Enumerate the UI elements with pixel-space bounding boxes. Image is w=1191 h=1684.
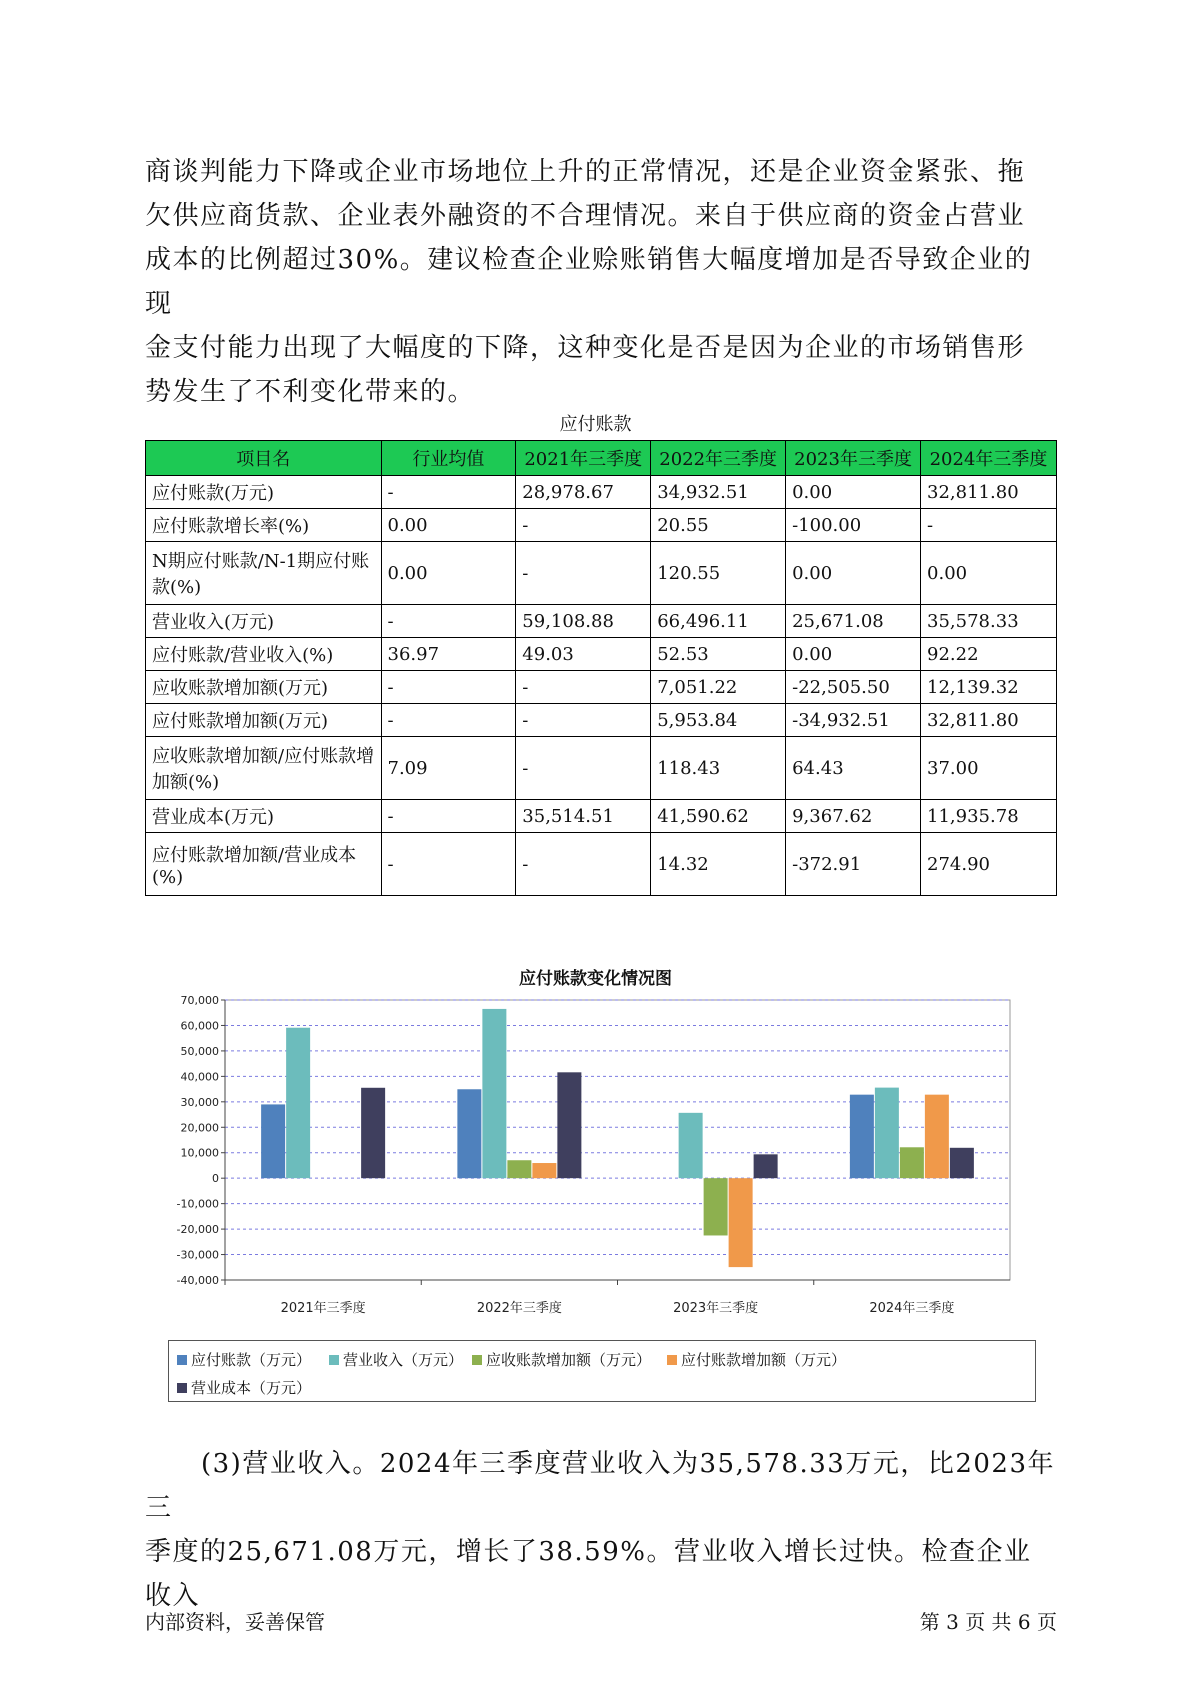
bar xyxy=(875,1088,899,1179)
table-cell: - xyxy=(516,833,651,896)
table-cell: 41,590.62 xyxy=(651,800,786,833)
table-cell: 37.00 xyxy=(921,737,1057,800)
table-cell: 32,811.80 xyxy=(921,704,1057,737)
table-cell: 应收账款增加额/应付账款增加额(%) xyxy=(146,737,382,800)
table-header-row xyxy=(146,441,1057,476)
table-cell: 14.32 xyxy=(651,833,786,896)
table-cell: - xyxy=(516,542,651,605)
table-cell: 25,671.08 xyxy=(786,605,921,638)
table-cell: 35,578.33 xyxy=(921,605,1057,638)
y-tick-label: -10,000 xyxy=(176,1197,219,1211)
footer-left: 内部资料，妥善保管 xyxy=(145,1610,325,1634)
bar xyxy=(482,1009,506,1178)
table-cell: - xyxy=(381,476,516,509)
table-cell: - xyxy=(381,605,516,638)
table-cell: 59,108.88 xyxy=(516,605,651,638)
header-cell: 2022年三季度 xyxy=(651,441,786,476)
bar xyxy=(754,1154,778,1178)
bar xyxy=(729,1178,753,1267)
table-cell: 应收账款增加额(万元) xyxy=(146,671,382,704)
legend-swatch xyxy=(472,1355,482,1365)
legend-item xyxy=(667,1349,846,1370)
table-cell: 0.00 xyxy=(381,542,516,605)
bar xyxy=(532,1163,556,1178)
revenue-paragraph xyxy=(145,1442,1057,1618)
legend-label: 营业收入（万元） xyxy=(343,1351,464,1369)
y-tick-label: 10,000 xyxy=(180,1146,219,1160)
paragraph-line: 商谈判能力下降或企业市场地位上升的正常情况，还是企业资金紧张、拖 xyxy=(145,157,1026,187)
paragraph-line: (3)营业收入。2024年三季度营业收入为35,578.33万元，比2023年三 xyxy=(145,1449,1055,1523)
table-cell: - xyxy=(516,704,651,737)
y-tick-label: -30,000 xyxy=(176,1248,219,1262)
x-tick-label: 2021年三季度 xyxy=(280,1301,366,1316)
x-tick-label: 2022年三季度 xyxy=(476,1301,562,1316)
table-cell: 7.09 xyxy=(381,737,516,800)
payables-table xyxy=(145,440,1057,896)
legend-item xyxy=(472,1349,651,1370)
y-tick-label: 50,000 xyxy=(180,1044,219,1058)
header-cell: 2023年三季度 xyxy=(786,441,921,476)
header-cell: 项目名 xyxy=(146,441,382,476)
bar xyxy=(850,1095,874,1179)
y-tick-label: -40,000 xyxy=(176,1274,219,1287)
bar xyxy=(679,1113,703,1178)
table-cell: 0.00 xyxy=(786,542,921,605)
table-cell: 0.00 xyxy=(921,542,1057,605)
paragraph-line: 欠供应商货款、企业表外融资的不合理情况。来自于供应商的资金占营业 xyxy=(145,201,1026,231)
header-cell: 2021年三季度 xyxy=(516,441,651,476)
table-cell: 11,935.78 xyxy=(921,800,1057,833)
paragraph-line: 成本的比例超过30%。建议检查企业赊账销售大幅度增加是否导致企业的现 xyxy=(145,245,1033,319)
y-tick-label: 70,000 xyxy=(180,994,219,1007)
table-cell: - xyxy=(381,671,516,704)
table-cell: 0.00 xyxy=(381,509,516,542)
y-tick-label: 40,000 xyxy=(180,1070,219,1084)
table-cell: - xyxy=(516,509,651,542)
table-row xyxy=(146,605,1057,638)
legend-swatch xyxy=(667,1355,677,1365)
table-cell: 34,932.51 xyxy=(651,476,786,509)
table-cell: - xyxy=(381,833,516,896)
table-cell: - xyxy=(381,704,516,737)
table-cell: 66,496.11 xyxy=(651,605,786,638)
table-cell: 28,978.67 xyxy=(516,476,651,509)
bar xyxy=(704,1178,728,1235)
table-cell: 52.53 xyxy=(651,638,786,671)
x-tick-label: 2023年三季度 xyxy=(673,1301,759,1316)
bar xyxy=(261,1104,285,1178)
table-cell: 118.43 xyxy=(651,737,786,800)
table-cell: 5,953.84 xyxy=(651,704,786,737)
bar xyxy=(950,1148,974,1178)
table-row xyxy=(146,800,1057,833)
intro-paragraph xyxy=(145,150,1057,414)
table-cell: 7,051.22 xyxy=(651,671,786,704)
footer-page-number: 第 3 页 共 6 页 xyxy=(919,1610,1057,1634)
table-cell: 274.90 xyxy=(921,833,1057,896)
legend-swatch xyxy=(177,1383,187,1393)
table-row xyxy=(146,671,1057,704)
table-cell: -372.91 xyxy=(786,833,921,896)
table-row xyxy=(146,704,1057,737)
table-cell: 32,811.80 xyxy=(921,476,1057,509)
table-cell: 应付账款增加额(万元) xyxy=(146,704,382,737)
table-cell: -22,505.50 xyxy=(786,671,921,704)
table-cell: 120.55 xyxy=(651,542,786,605)
y-tick-label: 0 xyxy=(212,1172,219,1186)
bar xyxy=(925,1095,949,1179)
bar-chart xyxy=(165,990,1035,1335)
table-title: 应付账款 xyxy=(559,414,632,435)
bar xyxy=(557,1072,581,1178)
bar xyxy=(457,1089,481,1178)
y-tick-label: 60,000 xyxy=(180,1019,219,1033)
table-cell: 64.43 xyxy=(786,737,921,800)
chart-title: 应付账款变化情况图 xyxy=(519,969,672,989)
table-cell: - xyxy=(921,509,1057,542)
table-cell: 应付账款(万元) xyxy=(146,476,382,509)
table-cell: - xyxy=(516,737,651,800)
legend-item xyxy=(177,1349,311,1370)
legend-item xyxy=(329,1349,463,1370)
table-cell: - xyxy=(516,671,651,704)
table-cell: 36.97 xyxy=(381,638,516,671)
legend-swatch xyxy=(177,1355,187,1365)
table-cell: 0.00 xyxy=(786,638,921,671)
y-tick-label: -20,000 xyxy=(176,1223,219,1237)
bar xyxy=(286,1028,310,1178)
y-tick-label: 30,000 xyxy=(180,1095,219,1109)
table-cell: 92.22 xyxy=(921,638,1057,671)
table-cell: 应付账款增加额/营业成本(%) xyxy=(146,833,382,896)
chart-legend xyxy=(168,1340,1036,1402)
legend-item xyxy=(177,1377,311,1398)
table-cell: 12,139.32 xyxy=(921,671,1057,704)
table-row xyxy=(146,638,1057,671)
table-cell: 应付账款增长率(%) xyxy=(146,509,382,542)
paragraph-line: 季度的25,671.08万元，增长了38.59%。营业收入增长过快。检查企业收入 xyxy=(145,1537,1032,1611)
paragraph-line: 势发生了不利变化带来的。 xyxy=(145,377,476,407)
table-row xyxy=(146,509,1057,542)
x-tick-label: 2024年三季度 xyxy=(869,1301,955,1316)
header-cell: 行业均值 xyxy=(381,441,516,476)
legend-swatch xyxy=(329,1355,339,1365)
table-cell: 营业收入(万元) xyxy=(146,605,382,638)
table-cell: 35,514.51 xyxy=(516,800,651,833)
table-cell: 应付账款/营业收入(%) xyxy=(146,638,382,671)
legend-label: 应付账款增加额（万元） xyxy=(681,1351,847,1369)
table-cell: -100.00 xyxy=(786,509,921,542)
table-cell: 20.55 xyxy=(651,509,786,542)
y-tick-label: 20,000 xyxy=(180,1121,219,1135)
legend-label: 应付账款（万元） xyxy=(191,1351,312,1369)
table-cell: -34,932.51 xyxy=(786,704,921,737)
table-cell: N期应付账款/N-1期应付账款(%) xyxy=(146,542,382,605)
table-cell: 0.00 xyxy=(786,476,921,509)
table-cell: - xyxy=(381,800,516,833)
table-cell: 营业成本(万元) xyxy=(146,800,382,833)
table-cell: 49.03 xyxy=(516,638,651,671)
table-row xyxy=(146,833,1057,896)
table-row xyxy=(146,476,1057,509)
bar xyxy=(507,1160,531,1178)
table-row xyxy=(146,542,1057,605)
paragraph-line: 金支付能力出现了大幅度的下降，这种变化是否是因为企业的市场销售形 xyxy=(145,333,1026,363)
table-row xyxy=(146,737,1057,800)
legend-label: 应收账款增加额（万元） xyxy=(486,1351,652,1369)
legend-label: 营业成本（万元） xyxy=(191,1379,312,1397)
table-cell: 9,367.62 xyxy=(786,800,921,833)
header-cell: 2024年三季度 xyxy=(921,441,1057,476)
bar xyxy=(900,1147,924,1178)
bar xyxy=(361,1088,385,1178)
